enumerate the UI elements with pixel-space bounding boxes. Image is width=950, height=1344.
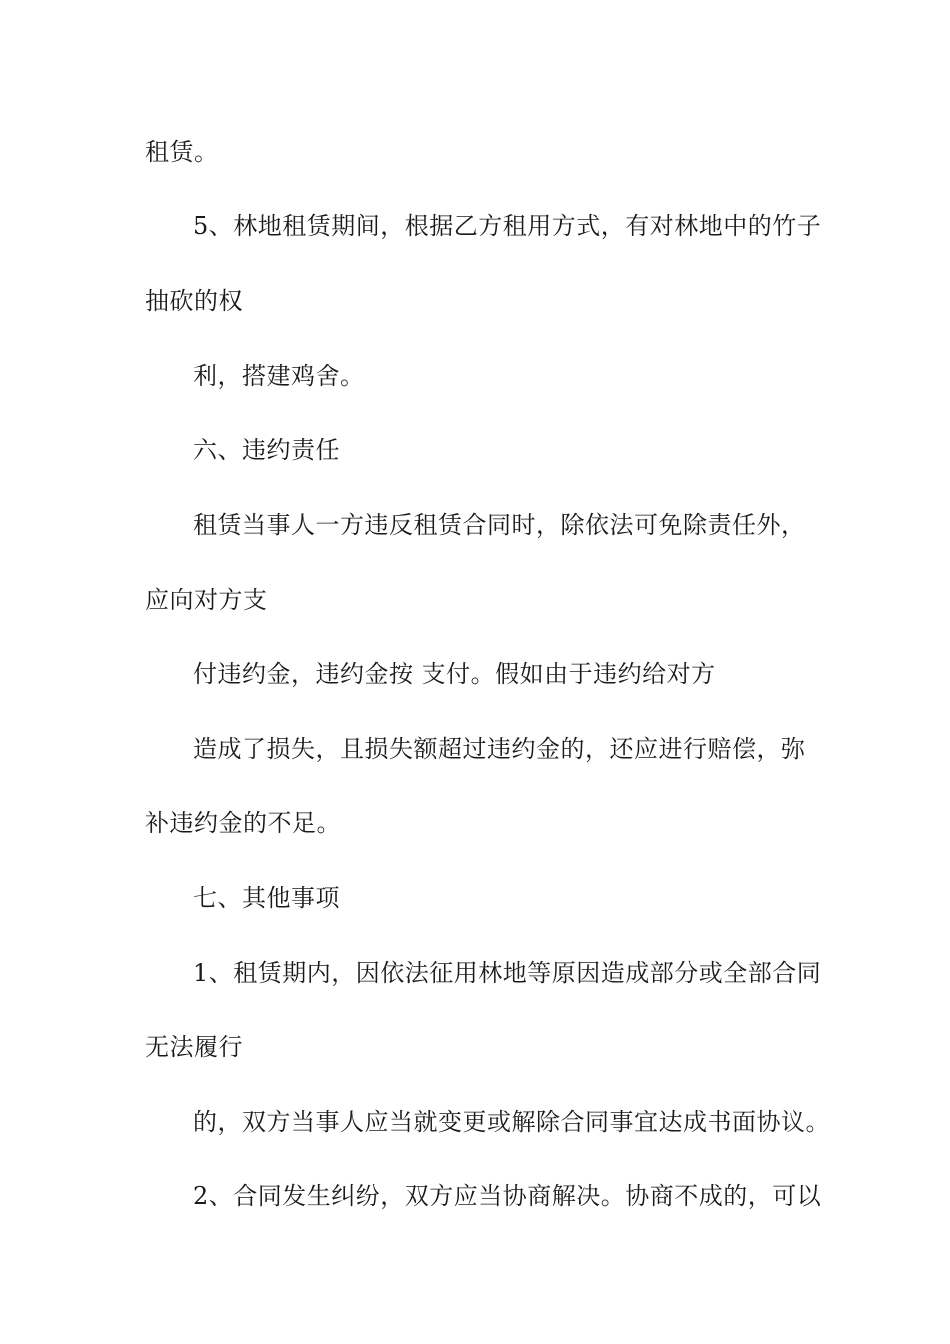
paragraph-line: 5、林地租赁期间，根据乙方租用方式，有对林地中的竹子 — [193, 212, 822, 240]
section-heading: 六、违约责任 — [193, 436, 340, 464]
paragraph-line: 利，搭建鸡舍。 — [193, 362, 365, 390]
paragraph-line: 造成了损失，且损失额超过违约金的，还应进行赔偿，弥 — [193, 735, 806, 763]
paragraph-line: 抽砍的权 — [145, 287, 243, 315]
paragraph-line: 的，双方当事人应当就变更或解除合同事宜达成书面协议。 — [193, 1108, 830, 1136]
paragraph-line: 付违约金，违约金按 支付。假如由于违约给对方 — [193, 660, 716, 688]
section-heading: 七、其他事项 — [193, 884, 340, 912]
paragraph-line: 租赁当事人一方违反租赁合同时，除依法可免除责任外， — [193, 511, 806, 539]
paragraph-line: 租赁。 — [145, 138, 219, 166]
paragraph-line: 应向对方支 — [145, 586, 268, 614]
paragraph-line: 2、合同发生纠纷，双方应当协商解决。协商不成的，可以 — [193, 1182, 822, 1210]
paragraph-line: 补违约金的不足。 — [145, 809, 341, 837]
paragraph-line: 无法履行 — [145, 1033, 243, 1061]
paragraph-line: 1、租赁期内，因依法征用林地等原因造成部分或全部合同 — [193, 959, 822, 987]
